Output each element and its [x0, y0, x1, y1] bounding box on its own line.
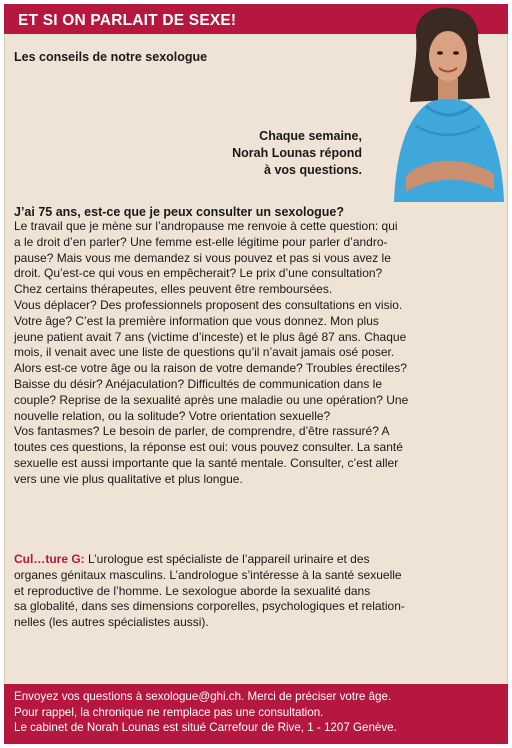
footer-line: Envoyez vos questions à sexologue@ghi.ch. Merci de préciser votre âge. [14, 690, 392, 703]
tagline-line: à vos questions. [264, 163, 362, 177]
question-heading: J’ai 75 ans, est-ce que je peux consulter un sexologue? [14, 205, 344, 219]
culture-first-line [14, 552, 504, 568]
culture-box [14, 552, 504, 631]
answer-line: a le droit d’en parler? Une femme est-elle légitime pour parler d’andro- [14, 234, 388, 249]
answer-line: Le travail que je mène sur l’andropause me renvoie à cette question: qui [14, 219, 398, 233]
answer-line: nouvelle relation, ou la solitude? Votre orientation sexuelle? [14, 408, 331, 423]
answer-body [14, 219, 504, 488]
culture-line: nelles (les autres spécialistes aussi). [14, 615, 209, 630]
culture-line: organes génitaux masculins. L’andrologue s’intéresse à la santé sexuelle [14, 567, 402, 582]
column-subtitle: Les conseils de notre sexologue [14, 50, 208, 64]
answer-line: Vous déplacer? Des professionnels proposent des consultations en visio. [14, 297, 403, 312]
footer-line: Pour rappel, la chronique ne remplace pas une consultation. [14, 705, 324, 719]
tagline [232, 128, 362, 179]
culture-line: et reproductive de l’homme. Le sexologue aborde la sexualité dans [14, 583, 371, 598]
answer-line: pause? Mais vous me demandez si vous pouvez et pas si vous avez le [14, 250, 391, 265]
footer-line: Le cabinet de Norah Lounas est situé Carrefour de Rive, 1 - 1207 Genève. [14, 721, 397, 734]
column-title: ET SI ON PARLAIT DE SEXE! [18, 12, 237, 29]
answer-line: Votre âge? C’est la première information que vous donnez. Mon plus [14, 313, 379, 328]
answer-line: toutes ces questions, la réponse est oui: vous pouvez consulter. La santé [14, 440, 403, 455]
culture-label: Cul…ture G: [14, 552, 85, 566]
answer-line: droit. Qu’est-ce qui vous en empêcherait? Le prix d’une consultation? [14, 266, 383, 281]
answer-line: Baisse du désir? Anéjaculation? Difficultés de communication dans le [14, 376, 382, 391]
culture-first-text: L’urologue est spécialiste de l’appareil urinaire et des [84, 552, 370, 566]
tagline-line: Chaque semaine, [259, 129, 362, 143]
answer-line: vers une vie plus qualitative et plus longue. [14, 471, 243, 486]
answer-line: Alors est-ce votre âge ou la raison de votre demande? Troubles érectiles? [14, 361, 407, 376]
answer-line: jeune patient avait 7 ans (victime d’inceste) et le plus âgé 87 ans. Chaque [14, 329, 407, 344]
culture-line: sa globalité, dans ses dimensions corporelles, psychologiques et relation- [14, 599, 405, 614]
answer-line: Vos fantasmes? Le besoin de parler, de comprendre, d’être rassuré? A [14, 424, 390, 439]
author-portrait [386, 6, 508, 202]
answer-line: mois, il venait avec une liste de questions qu’il n’avait jamais osé poser. [14, 345, 395, 360]
footer-banner [4, 684, 508, 744]
answer-line: sexuelle est aussi importante que la santé mentale. Consulter, c’est aller [14, 455, 399, 470]
answer-line: Chez certains thérapeutes, elles peuvent être remboursées. [14, 282, 333, 297]
tagline-line: Norah Lounas répond [232, 146, 362, 160]
answer-line: couple? Reprise de la sexualité après une maladie ou une opération? Une [14, 392, 409, 407]
